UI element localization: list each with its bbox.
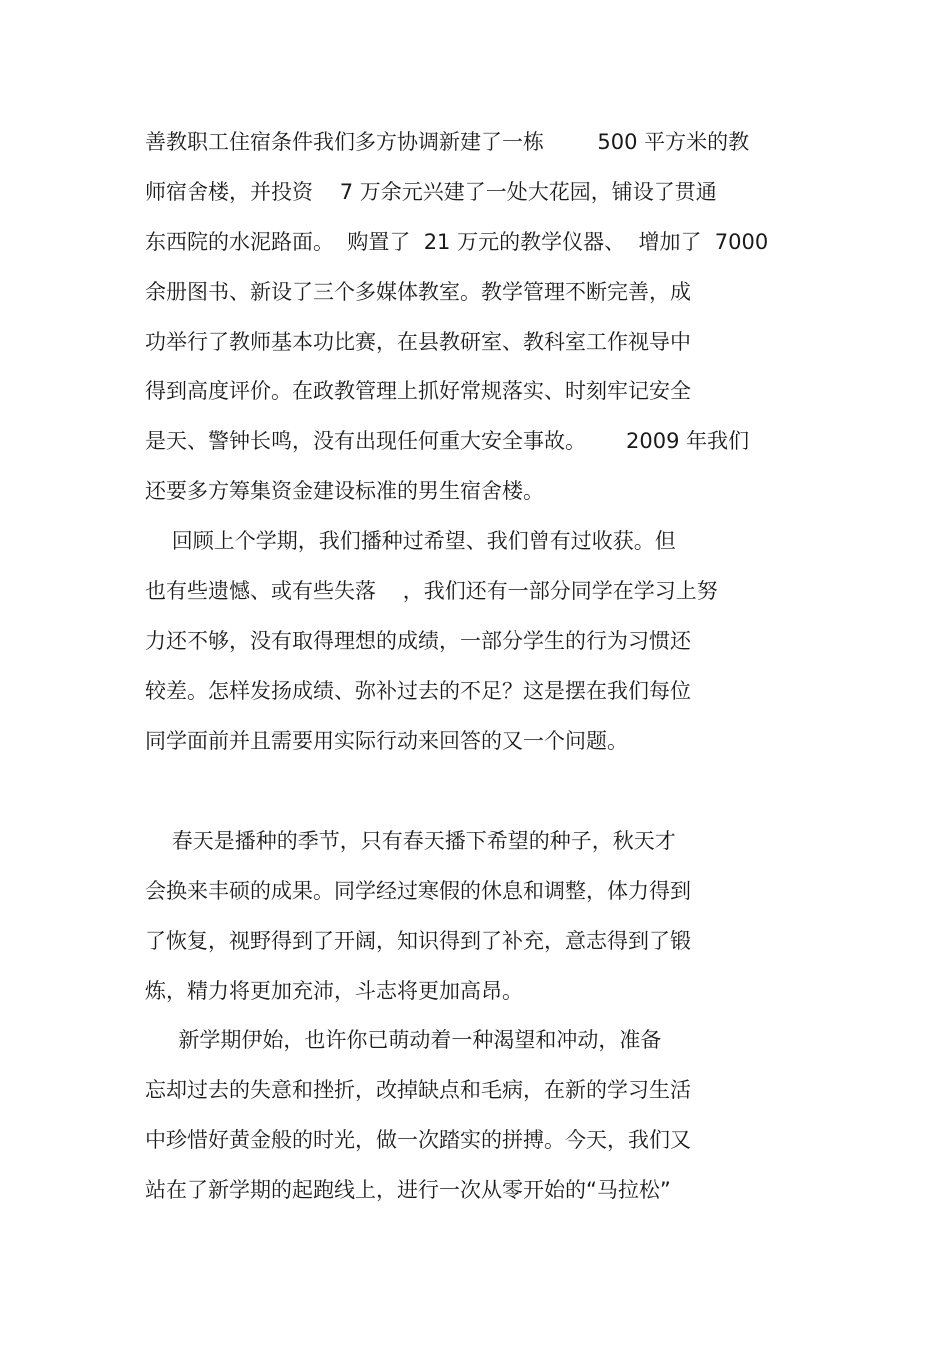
text-line: 炼，精力将更加充沛，斗志将更加高昂。 bbox=[145, 979, 523, 1003]
text-line: 得到高度评价。在政教管理上抓好常规落实、时刻牢记安全 bbox=[145, 379, 691, 403]
text-line: 同学面前并且需要用实际行动来回答的又一个问题。 bbox=[145, 729, 628, 753]
paragraph-start-line: 春天是播种的季节，只有春天播下希望的种子，秋天才 bbox=[145, 829, 676, 853]
text-line: 站在了新学期的起跑线上，进行一次从零开始的“马拉松” bbox=[145, 1178, 671, 1202]
text-line: 也有些遗憾、或有些失落 ，我们还有一部分同学在学习上努 bbox=[145, 579, 718, 603]
text-line: 会换来丰硕的成果。同学经过寒假的休息和调整，体力得到 bbox=[145, 879, 691, 903]
paragraph-start-line: 新学期伊始，也许你已萌动着一种渴望和冲动，准备 bbox=[145, 1028, 662, 1052]
text-line: 师宿舍楼，并投资 7 万余元兴建了一处大花园，铺设了贯通 bbox=[145, 180, 717, 204]
text-line: 东西院的水泥路面。 购置了 21 万元的教学仪器、 增加了 7000 bbox=[145, 230, 769, 254]
text-line: 善教职工住宿条件我们多方协调新建了一栋 500 平方米的教 bbox=[145, 130, 750, 154]
text-line: 余册图书、新设了三个多媒体教室。教学管理不断完善，成 bbox=[145, 280, 691, 304]
text-line: 较差。怎样发扬成绩、弥补过去的不足？这是摆在我们每位 bbox=[145, 679, 691, 703]
text-line: 了恢复，视野得到了开阔，知识得到了补充，意志得到了锻 bbox=[145, 929, 691, 953]
text-line: 还要多方筹集资金建设标准的男生宿舍楼。 bbox=[145, 479, 544, 503]
text-line: 是天、警钟长鸣，没有出现任何重大安全事故。 2009 年我们 bbox=[145, 429, 750, 453]
text-line: 力还不够，没有取得理想的成绩，一部分学生的行为习惯还 bbox=[145, 629, 691, 653]
text-line: 功举行了教师基本功比赛，在县教研室、教科室工作视导中 bbox=[145, 330, 691, 354]
text-line: 中珍惜好黄金般的时光，做一次踏实的拼搏。今天，我们又 bbox=[145, 1128, 691, 1152]
paragraph-start-line: 回顾上个学期，我们播种过希望、我们曾有过收获。但 bbox=[145, 529, 676, 553]
text-line: 忘却过去的失意和挫折，改掉缺点和毛病，在新的学习生活 bbox=[145, 1078, 691, 1102]
